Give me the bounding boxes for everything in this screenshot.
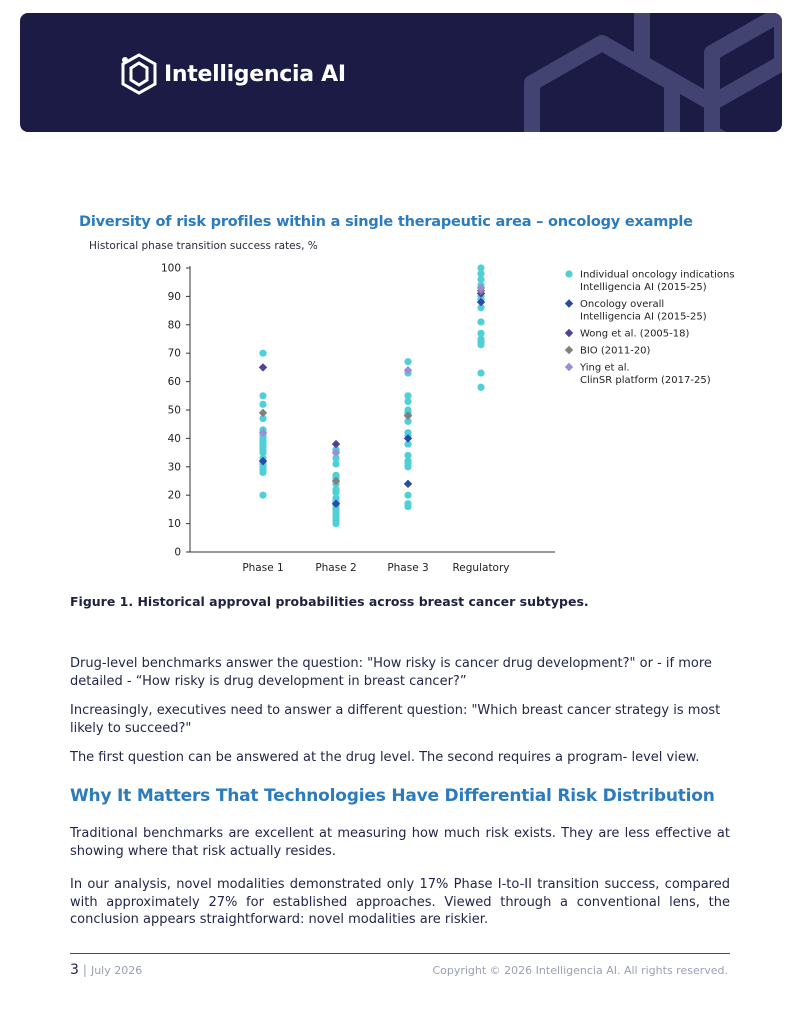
legend-label: Intelligencia AI (2015-25) — [580, 311, 707, 323]
legend-label: ClinSR platform (2017-25) — [580, 375, 711, 386]
benchmark-point-1 — [404, 480, 412, 488]
brand-name: Intelligencia AI — [164, 61, 346, 87]
footer-page-info — [70, 962, 142, 978]
footer-divider — [70, 953, 730, 954]
y-tick-label: 80 — [167, 319, 181, 332]
indication-point — [259, 469, 266, 476]
benchmark-point-2 — [259, 363, 267, 371]
benchmark-point-2 — [332, 440, 340, 448]
y-tick-label: 60 — [167, 376, 181, 389]
paragraph-executive-question: Increasingly, executives need to answer a different question: "Which breast cancer strategy is most likely to succeed?" — [70, 703, 721, 736]
legend-label: Intelligencia AI (2015-25) — [580, 282, 707, 293]
indication-point — [404, 492, 411, 499]
legend-marker — [565, 346, 573, 354]
indication-point — [259, 392, 266, 399]
x-tick-label: Phase 1 — [242, 562, 284, 574]
chart-subtitle: Historical phase transition success rates, % — [89, 240, 318, 252]
legend-label: BIO (2011-20) — [580, 345, 651, 357]
legend-label: Individual oncology indications — [580, 269, 735, 281]
paragraph-novel-modalities: In our analysis, novel modalities demonstrated only 17% Phase I-to-II transition success, compared with approximately 27% for established approaches. Viewed through a conventional lens, the conclusion appears straightforward: novel modalities are riskier. — [70, 877, 730, 927]
indication-point — [477, 384, 484, 391]
indication-point — [259, 492, 266, 499]
y-tick-label: 70 — [167, 347, 181, 360]
legend-marker — [565, 270, 572, 277]
indication-point — [404, 503, 411, 510]
legend-label: Ying et al. — [580, 362, 630, 374]
legend-marker — [565, 329, 573, 337]
indication-point — [477, 341, 484, 348]
benchmark-point-3 — [259, 409, 267, 417]
indication-point — [404, 398, 411, 405]
footer-separator: | — [82, 963, 87, 977]
chart-title: Diversity of risk profiles within a single therapeutic area – oncology example — [79, 214, 693, 230]
indication-point — [477, 318, 484, 325]
indication-point — [404, 463, 411, 470]
y-tick-label: 0 — [174, 546, 181, 559]
page-number: 3 — [70, 962, 79, 978]
y-tick-label: 50 — [167, 404, 181, 417]
y-tick-label: 20 — [167, 489, 181, 502]
y-tick-label: 10 — [167, 518, 181, 531]
legend-label: Oncology overall — [580, 299, 665, 310]
section-heading: Why It Matters That Technologies Have Differential Risk Distribution — [70, 786, 715, 806]
indication-point — [332, 460, 339, 467]
legend-label: Wong et al. (2005-18) — [580, 328, 690, 340]
indication-point — [332, 520, 339, 527]
x-tick-label: Phase 3 — [387, 562, 429, 574]
legend-marker — [565, 299, 573, 307]
y-tick-label: 100 — [160, 262, 181, 275]
paragraph-program-view: The first question can be answered at the drug level. The second requires a program- level view. — [70, 750, 700, 765]
indication-point — [259, 350, 266, 357]
footer-date: July 2026 — [90, 964, 143, 977]
figure-caption: Figure 1. Historical approval probabilities across breast cancer subtypes. — [70, 594, 589, 609]
footer-copyright: Copyright © 2026 Intelligencia AI. All rights reserved. — [432, 964, 728, 977]
x-tick-label: Regulatory — [452, 562, 510, 574]
indication-point — [477, 369, 484, 376]
indication-point — [259, 401, 266, 408]
legend-marker — [565, 363, 573, 371]
paragraph-drug-level-question: Drug-level benchmarks answer the question: "How risky is cancer drug development?" or - if more detailed - “How risky is drug development in breast cancer?” — [70, 656, 712, 689]
x-tick-label: Phase 2 — [315, 562, 357, 574]
paragraph-traditional-benchmarks: Traditional benchmarks are excellent at measuring how much risk exists. They are less effective at showing where that risk actually resides. — [70, 826, 730, 859]
y-tick-label: 40 — [167, 432, 181, 445]
y-tick-label: 30 — [167, 461, 181, 474]
indication-point — [404, 358, 411, 365]
y-tick-label: 90 — [167, 290, 181, 303]
